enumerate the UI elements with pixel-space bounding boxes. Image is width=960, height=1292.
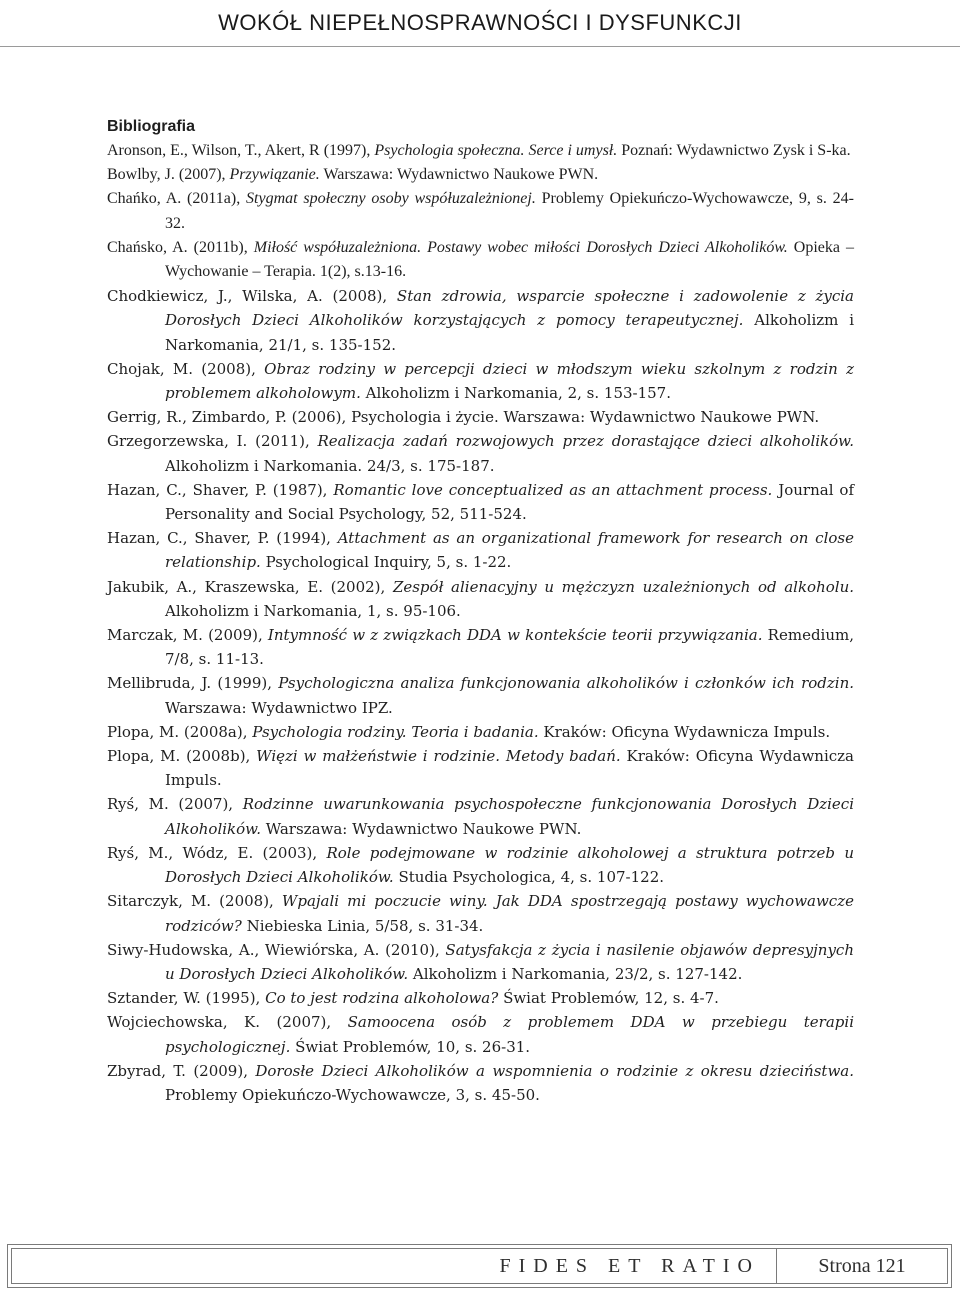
reference-authors: Plopa, M. (2008a), bbox=[107, 722, 253, 741]
reference-entry bbox=[107, 429, 854, 477]
reference-title: Zespół alienacyjny u mężczyzn uzależnionych od alkoholu. bbox=[392, 577, 855, 596]
reference-authors: Plopa, M. (2008b), bbox=[107, 747, 257, 766]
reference-source: Świat Problemów, 10, s. 26-31. bbox=[290, 1037, 531, 1056]
reference-entry bbox=[107, 986, 854, 1010]
reference-title: Przywiązanie. bbox=[229, 166, 320, 184]
reference-authors: Ryś, M. (2007), bbox=[107, 795, 243, 814]
reference-authors: Ryś, M., Wódz, E. (2003), bbox=[107, 843, 327, 862]
reference-source: Kraków: Oficyna Wydawnicza Impuls. bbox=[538, 722, 831, 741]
reference-entry bbox=[107, 1010, 854, 1058]
page-footer bbox=[7, 1244, 952, 1288]
reference-list bbox=[107, 139, 854, 1107]
reference-title: Psychologia społeczna. Serce i umysł. bbox=[374, 142, 618, 159]
reference-entry bbox=[107, 938, 854, 986]
bibliography-heading: Bibliografia bbox=[107, 118, 196, 135]
bibliography-section bbox=[107, 115, 854, 1107]
reference-authors: Wojciechowska, K. (2007), bbox=[107, 1013, 348, 1032]
reference-title: Więzi w małżeństwie i rodzinie. Metody badań. bbox=[256, 747, 621, 766]
reference-title: Satysfakcja z życia i nasilenie objawów depresyjnych u Dorosłych Dzieci Alkoholików. bbox=[165, 940, 854, 983]
reference-entry bbox=[107, 889, 854, 937]
reference-source: Świat Problemów, 12, s. 4-7. bbox=[498, 989, 719, 1008]
reference-entry bbox=[107, 671, 854, 719]
reference-source: Problemy Opiekuńczo-Wychowawcze, 9, s. 24-32. bbox=[165, 190, 855, 232]
reference-entry bbox=[107, 526, 854, 574]
footer-motto: FIDES ET RATIO bbox=[499, 1254, 760, 1277]
reference-source: Studia Psychologica, 4, s. 107-122. bbox=[393, 868, 665, 887]
reference-entry bbox=[107, 744, 854, 792]
journal-section-title: WOKÓŁ NIEPEŁNOSPRAWNOŚCI I DYSFUNKCJI bbox=[218, 10, 742, 35]
reference-authors: Sitarczyk, M. (2008), bbox=[107, 892, 282, 911]
reference-title: Realizacja zadań rozwojowych przez dorastające dzieci alkoholików. bbox=[317, 432, 854, 451]
reference-authors: Zbyrad, T. (2009), bbox=[107, 1061, 256, 1080]
reference-entry bbox=[107, 405, 854, 429]
reference-title: Dorosłe Dzieci Alkoholików a wspomnienia o rodzinie z okresu dzieciństwa. bbox=[255, 1061, 854, 1080]
reference-authors: Bowlby, J. (2007), bbox=[107, 166, 230, 184]
reference-entry bbox=[107, 163, 854, 187]
reference-title: Wpajali mi poczucie winy. Jak DDA spostrzegają postawy wychowawcze rodziców? bbox=[165, 892, 854, 935]
reference-title: Miłość współuzależniona. Postawy wobec miłości Dorosłych Dzieci Alkoholików. bbox=[253, 238, 788, 256]
reference-source: Opieka – Wychowanie – Terapia. 1(2), s.13-16. bbox=[165, 238, 855, 281]
reference-authors: Grzegorzewska, I. (2011), bbox=[107, 432, 318, 451]
reference-source: Problemy Opiekuńczo-Wychowawcze, 3, s. 45-50. bbox=[165, 1085, 540, 1104]
reference-authors: Chojak, M. (2008), bbox=[107, 359, 265, 378]
reference-authors: Siwy-Hudowska, A., Wiewiórska, A. (2010), bbox=[107, 940, 446, 959]
reference-source: Warszawa: Wydawnictwo Naukowe PWN. bbox=[260, 819, 582, 838]
reference-source: Warszawa: Wydawnictwo IPZ. bbox=[165, 698, 393, 717]
reference-title: Rodzinne uwarunkowania psychospołeczne funkcjonowania Dorosłych Dzieci Alkoholików. bbox=[165, 795, 854, 838]
reference-title: Romantic love conceptualized as an attachment process. bbox=[333, 480, 773, 499]
reference-title: Stygmat społeczny osoby współuzależnionej. bbox=[246, 190, 536, 208]
reference-source: Alkoholizm i Narkomania, 2, s. 153-157. bbox=[360, 384, 671, 403]
reference-authors: Hazan, C., Shaver, P. (1994), bbox=[107, 529, 338, 548]
reference-authors: Hazan, C., Shaver, P. (1987), bbox=[107, 480, 334, 499]
reference-title: Intymność w z związkach DDA w kontekście teorii przywiązania. bbox=[267, 626, 763, 645]
reference-source: Alkoholizm i Narkomania. 24/3, s. 175-187. bbox=[165, 456, 495, 475]
reference-entry bbox=[107, 841, 854, 889]
reference-title: Co to jest rodzina alkoholowa? bbox=[265, 989, 499, 1008]
reference-entry bbox=[107, 623, 854, 671]
reference-entry bbox=[107, 1059, 854, 1107]
reference-authors: Sztander, W. (1995), bbox=[107, 989, 266, 1008]
reference-source: Alkoholizm i Narkomania, 1, s. 95-106. bbox=[165, 601, 461, 620]
page-header bbox=[0, 0, 960, 47]
reference-entry bbox=[107, 792, 854, 840]
reference-entry bbox=[107, 236, 854, 284]
reference-source: Journal of Personality and Social Psychology, 52, 511-524. bbox=[165, 480, 854, 524]
reference-source: Poznań: Wydawnictwo Zysk i S-ka. bbox=[617, 142, 851, 159]
footer-frame bbox=[11, 1248, 948, 1284]
reference-authors: Chańsko, A. (2011b), bbox=[107, 238, 254, 256]
reference-source: Niebieska Linia, 5/58, s. 31-34. bbox=[241, 916, 484, 935]
reference-authors: Gerrig, R., Zimbardo, P. (2006), Psychologia i życie. Warszawa: Wydawnictwo Naukowe PWN. bbox=[107, 408, 820, 427]
reference-title: Samoocena osób z problemem DDA w przebiegu terapii psychologicznej. bbox=[165, 1013, 854, 1056]
reference-authors: Jakubik, A., Kraszewska, E. (2002), bbox=[107, 577, 393, 596]
reference-title: Psychologiczna analiza funkcjonowania alkoholików i członków ich rodzin. bbox=[278, 674, 854, 693]
reference-entry bbox=[107, 187, 854, 235]
reference-authors: Chodkiewicz, J., Wilska, A. (2008), bbox=[107, 287, 397, 306]
reference-authors: Mellibruda, J. (1999), bbox=[107, 674, 279, 693]
reference-title: Psychologia rodziny. Teoria i badania. bbox=[252, 722, 539, 741]
reference-title: Obraz rodziny w percepcji dzieci w młodszym wieku szkolnym z rodzin z problemem alkoholowym. bbox=[165, 359, 854, 403]
reference-entry bbox=[107, 139, 854, 163]
reference-title: Stan zdrowia, wsparcie społeczne i zadowolenie z życia Dorosłych Dzieci Alkoholików korzystających z pomocy terapeutycznej. bbox=[165, 287, 855, 330]
reference-authors: Aronson, E., Wilson, T., Akert, R (1997), bbox=[107, 142, 375, 159]
reference-title: Role podejmowane w rodzinie alkoholowej a struktura potrzeb u Dorosłych Dzieci Alkoholików. bbox=[165, 843, 854, 887]
page-number: Strona 121 bbox=[776, 1249, 947, 1283]
reference-source: Alkoholizm i Narkomania, 21/1, s. 135-152. bbox=[165, 311, 855, 354]
reference-authors: Chańko, A. (2011a), bbox=[107, 190, 247, 208]
reference-source: Remedium, 7/8, s. 11-13. bbox=[165, 626, 854, 669]
reference-authors: Marczak, M. (2009), bbox=[107, 626, 268, 645]
reference-source: Alkoholizm i Narkomania, 23/2, s. 127-142. bbox=[408, 964, 743, 983]
reference-entry bbox=[107, 720, 854, 744]
reference-entry bbox=[107, 284, 854, 357]
reference-entry bbox=[107, 478, 854, 526]
reference-entry bbox=[107, 575, 854, 623]
reference-source: Warszawa: Wydawnictwo Naukowe PWN. bbox=[319, 166, 599, 184]
reference-entry bbox=[107, 357, 854, 405]
reference-title: Attachment as an organizational framework for research on close relationship. bbox=[165, 529, 854, 572]
reference-source: Psychological Inquiry, 5, s. 1-22. bbox=[260, 553, 512, 572]
reference-source: Kraków: Oficyna Wydawnicza Impuls. bbox=[165, 747, 854, 790]
